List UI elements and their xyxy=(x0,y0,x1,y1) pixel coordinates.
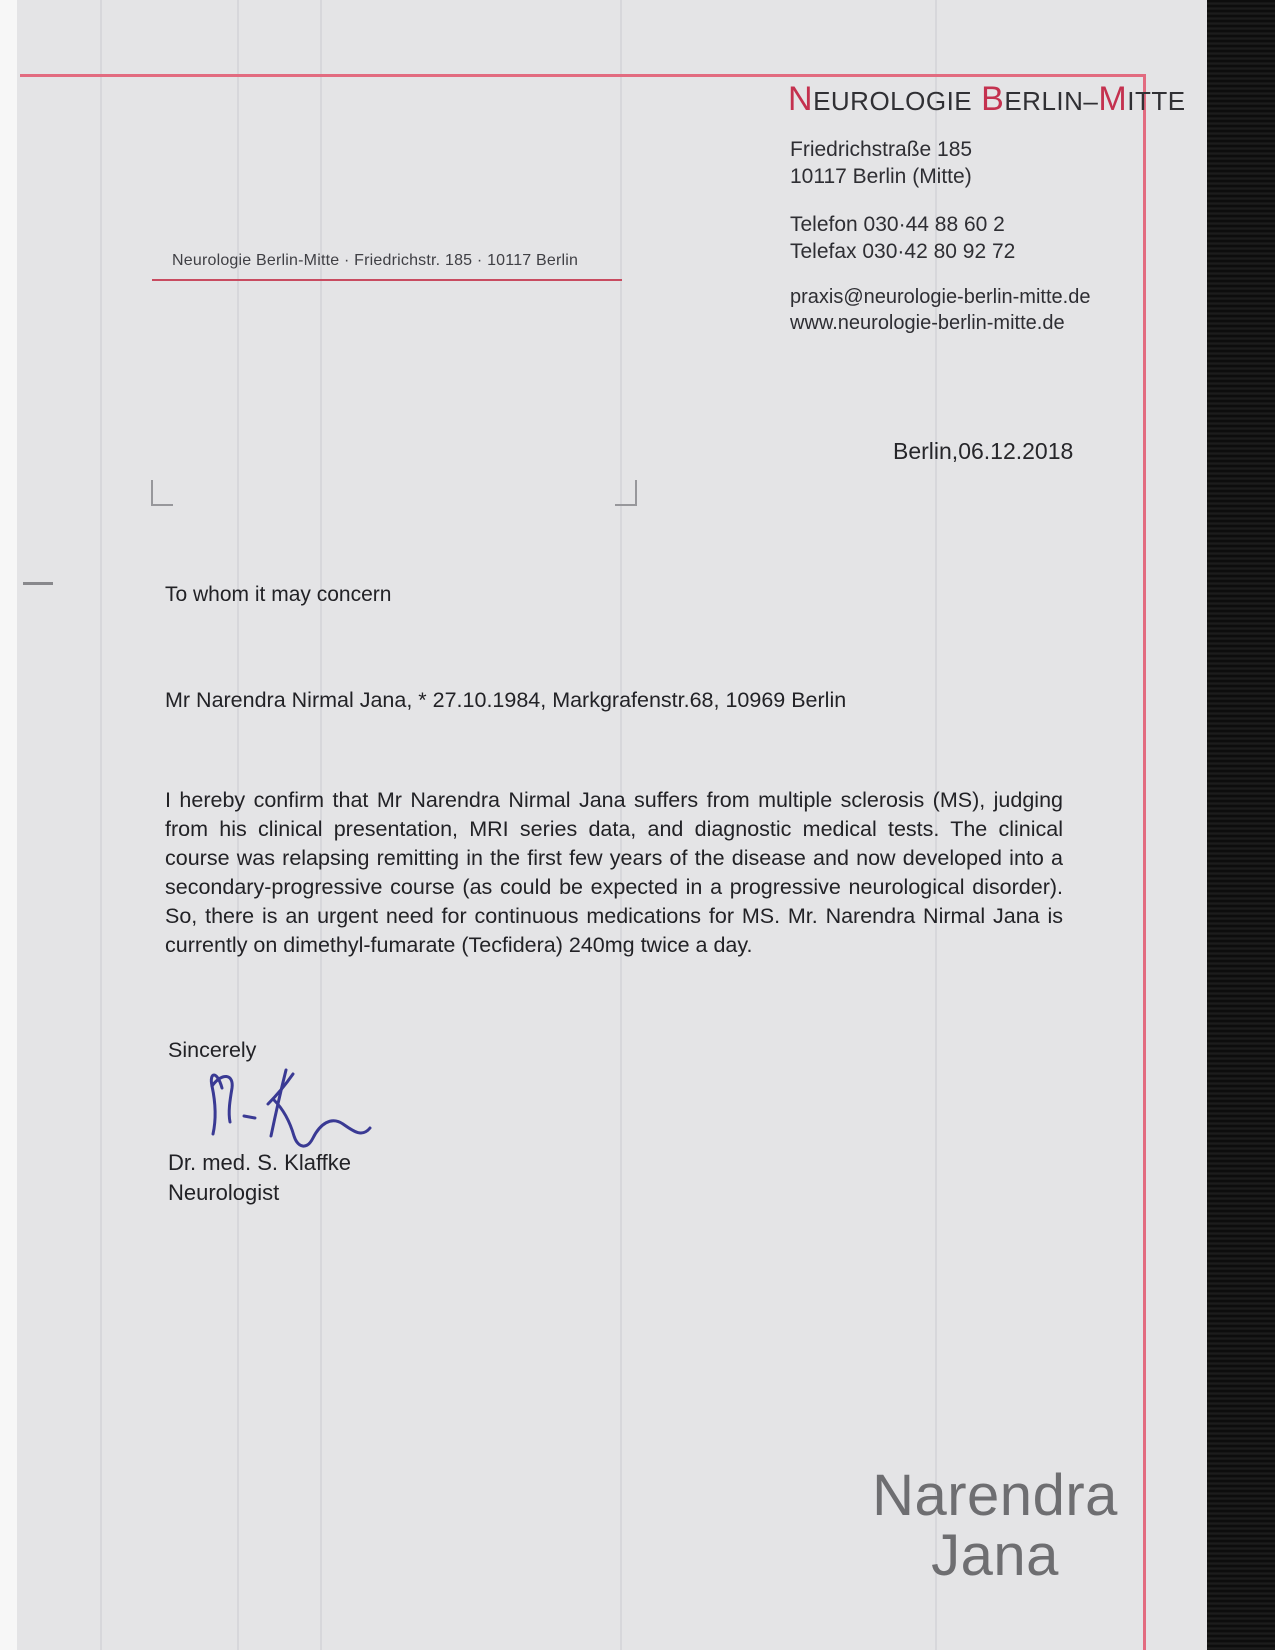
clinic-website: www.neurologie-berlin-mitte.de xyxy=(790,312,1065,334)
salutation: To whom it may concern xyxy=(165,583,392,606)
patient-name-overlay xyxy=(850,1463,1140,1588)
clinic-telefon: Telefon 030·44 88 60 2 xyxy=(790,213,1005,236)
fold-mark-left xyxy=(151,480,173,506)
clinic-telefax: Telefax 030·42 80 92 72 xyxy=(790,240,1016,263)
scan-edge-white xyxy=(0,0,17,1650)
signer-name: Dr. med. S. Klaffke xyxy=(168,1150,352,1175)
signer-block xyxy=(168,1148,351,1208)
letterhead-rule-right xyxy=(1143,74,1146,1650)
signature xyxy=(200,1058,375,1158)
clinic-name: NEUROLOGIE BERLIN–MITTE xyxy=(788,80,1186,118)
clinic-city: 10117 Berlin (Mitte) xyxy=(790,165,972,188)
clinic-name-initial: B xyxy=(981,80,1005,118)
scan-streak xyxy=(100,0,102,1650)
patient-name-line2: Jana xyxy=(931,1523,1059,1588)
sender-line-underline xyxy=(152,279,622,281)
clinic-street: Friedrichstraße 185 xyxy=(790,138,973,161)
scan-band-right xyxy=(1207,0,1275,1650)
date-line: Berlin,06.12.2018 xyxy=(893,438,1074,464)
clinic-name-initial: N xyxy=(788,80,814,118)
fold-mark-right xyxy=(615,480,637,506)
signer-title: Neurologist xyxy=(168,1180,280,1205)
clinic-address xyxy=(790,136,972,190)
patient-details-line: Mr Narendra Nirmal Jana, * 27.10.1984, Markgrafenstr.68, 10969 Berlin xyxy=(165,688,847,712)
letter-body: I hereby confirm that Mr Narendra Nirmal Jana suffers from multiple sclerosis (MS), judging from his clinical presentation, MRI series data, and diagnostic medical tests. The clinical course was relapsing remitting in the first few years of the disease and now developed into a secondary-progressive course (as could be expected in a progressive neurological disorder). So, there is an urgent need for continuous medications for MS. Mr. Narendra Nirmal Jana is currently on dimethyl-fumarate (Tecfidera) 240mg twice a day. xyxy=(165,788,1063,957)
closing: Sincerely xyxy=(168,1038,257,1062)
envelope-sender-line: Neurologie Berlin-Mitte · Friedrichstr. 185 · 10117 Berlin xyxy=(172,252,579,269)
fold-mark-edge xyxy=(23,582,53,585)
letterhead-rule-top xyxy=(20,74,1146,77)
clinic-phones xyxy=(790,211,1015,265)
clinic-name-initial: M xyxy=(1098,80,1128,118)
patient-name-line1: Narendra xyxy=(872,1463,1118,1528)
clinic-email: praxis@neurologie-berlin-mitte.de xyxy=(790,286,1091,308)
clinic-web-contact xyxy=(790,284,1090,336)
